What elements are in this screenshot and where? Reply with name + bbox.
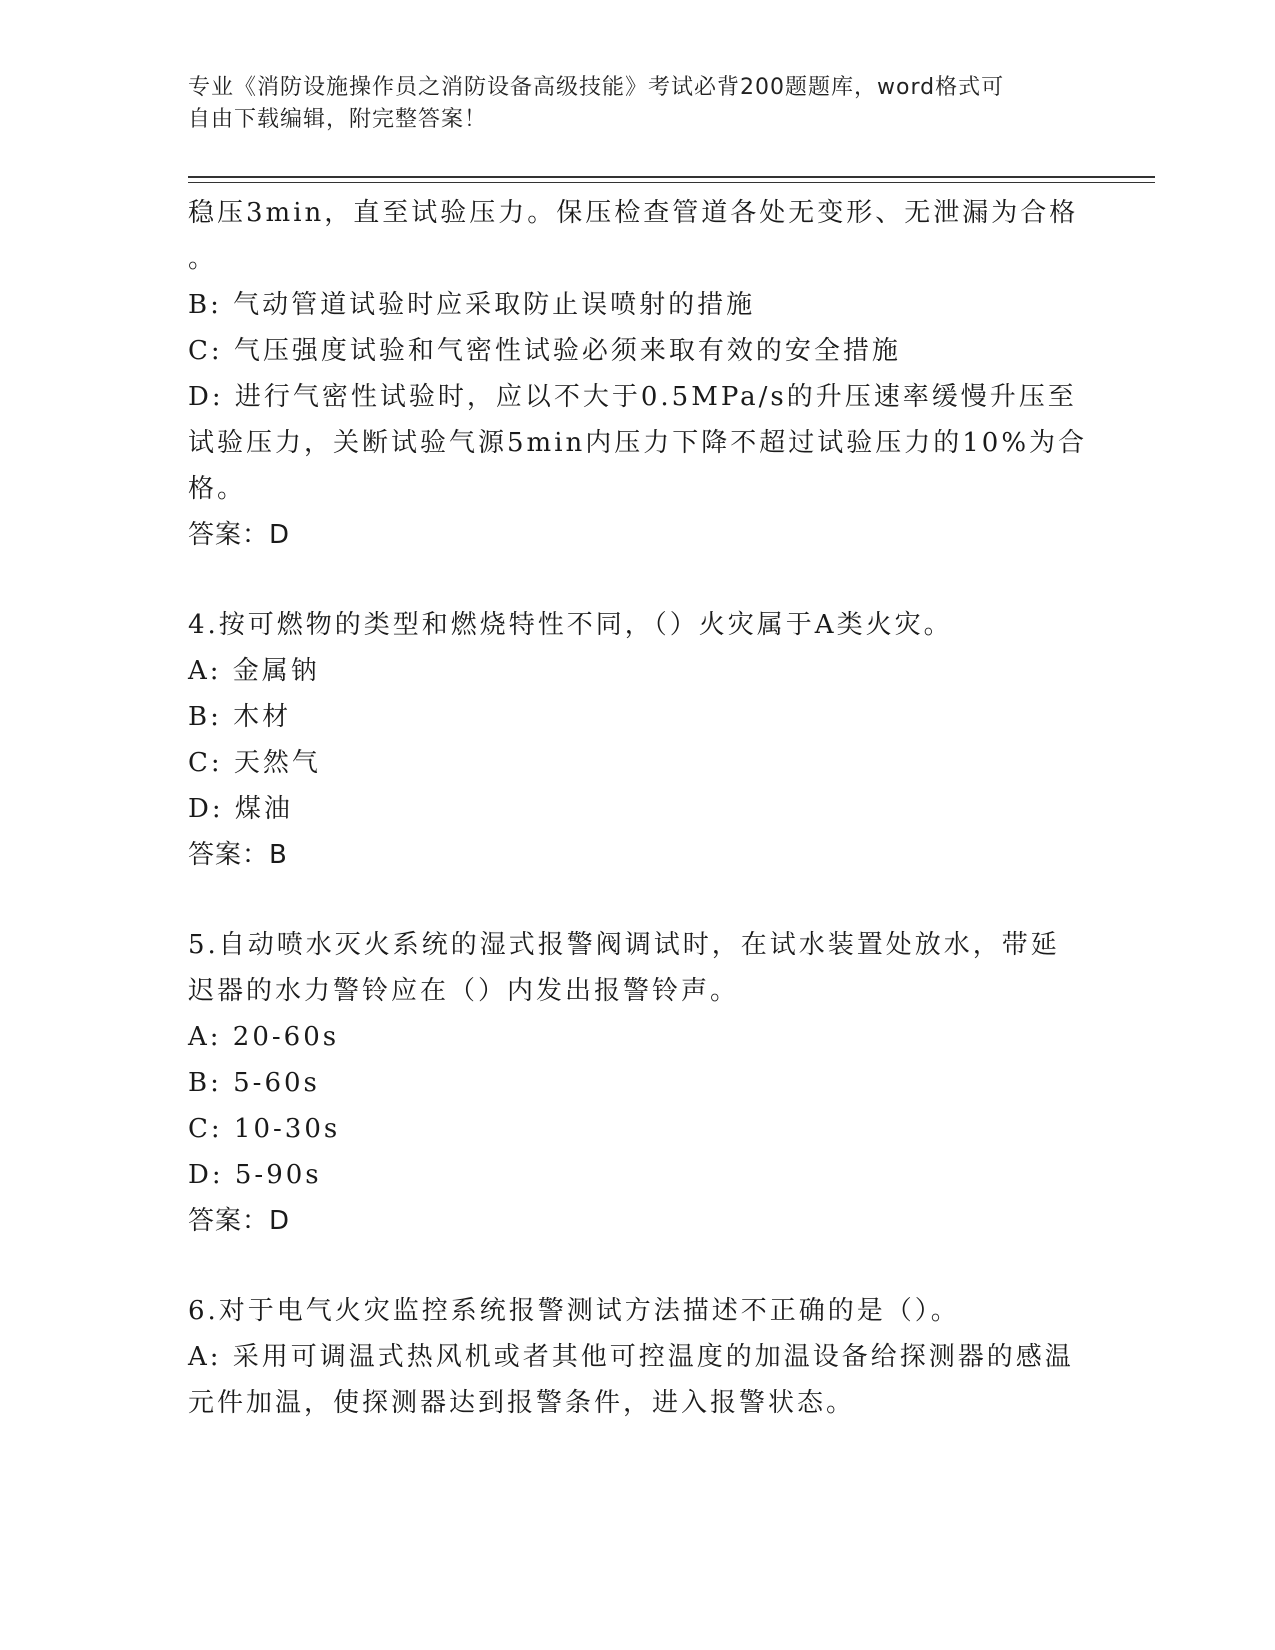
question-text-line: 稳压3min，直至试验压力。保压检查管道各处无变形、无泄漏为合格: [188, 198, 1079, 228]
spacer: [188, 558, 1088, 602]
question-list: [188, 190, 1088, 1426]
answer-label: 答案：B: [188, 840, 288, 870]
question-3-continued: [188, 190, 1088, 558]
option-b: B: 气动管道试验时应采取防止误喷射的措施: [188, 290, 756, 320]
header-divider-thin: [188, 182, 1155, 183]
option-b: B: 5-60s: [188, 1068, 320, 1098]
option-c: C: 天然气: [188, 748, 321, 778]
option-a-continued: 元件加温，使探测器达到报警条件，进入报警状态。: [188, 1388, 856, 1418]
question-text-line: 。: [188, 244, 218, 274]
option-b: B: 木材: [188, 702, 292, 732]
question-stem-continued: 迟器的水力警铃应在（）内发出报警铃声。: [188, 976, 740, 1006]
option-d: D: 煤油: [188, 794, 293, 824]
answer-label: 答案：D: [188, 1206, 291, 1236]
option-c: C: 10-30s: [188, 1114, 341, 1144]
document-header: [188, 72, 1068, 136]
option-d: D: 5-90s: [188, 1160, 322, 1190]
option-d-continued: 格。: [188, 474, 247, 504]
question-5: [188, 922, 1088, 1244]
question-4: [188, 602, 1088, 878]
question-stem: 5.自动喷水灭火系统的湿式报警阀调试时，在试水装置处放水，带延: [188, 930, 1060, 960]
header-title-line2: 自由下载编辑，附完整答案！: [188, 107, 488, 132]
option-d-continued: 试验压力，关断试验气源5min内压力下降不超过试验压力的10%为合: [188, 428, 1088, 458]
answer-label: 答案：D: [188, 520, 291, 550]
option-a: A: 采用可调温式热风机或者其他可控温度的加温设备给探测器的感温: [188, 1342, 1074, 1372]
header-title-line1: 专业《消防设施操作员之消防设备高级技能》考试必背200题题库，word格式可: [188, 75, 1005, 100]
option-c: C: 气压强度试验和气密性试验必须来取有效的安全措施: [188, 336, 901, 366]
header-divider-thick: [188, 176, 1155, 178]
option-a: A: 20-60s: [188, 1022, 340, 1052]
question-6: [188, 1288, 1088, 1426]
option-d: D: 进行气密性试验时，应以不大于0.5MPa/s的升压速率缓慢升压至: [188, 382, 1077, 412]
spacer: [188, 1244, 1088, 1288]
question-stem: 6.对于电气火灾监控系统报警测试方法描述不正确的是（）。: [188, 1296, 960, 1326]
question-stem: 4.按可燃物的类型和燃烧特性不同，（）火灾属于A类火灾。: [188, 610, 953, 640]
spacer: [188, 878, 1088, 922]
option-a: A: 金属钠: [188, 656, 320, 686]
